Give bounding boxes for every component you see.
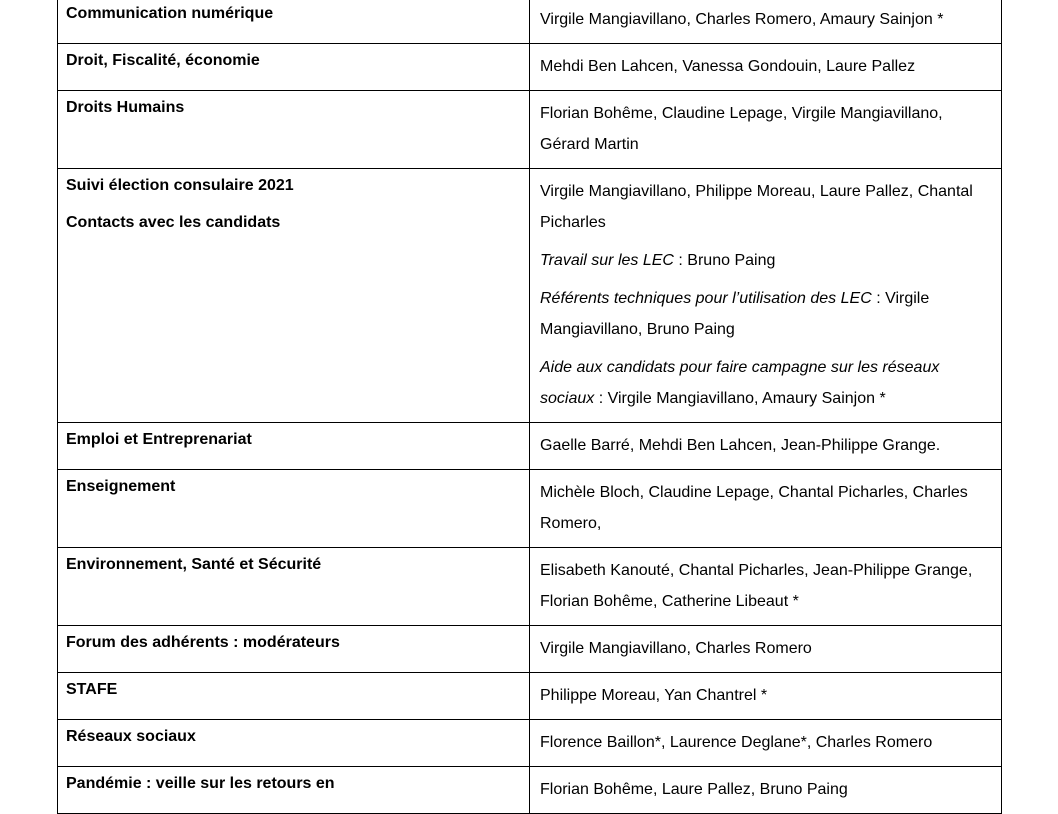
- group-name: Enseignement: [66, 478, 176, 495]
- table-row: [58, 767, 1002, 814]
- group-name-cell: [58, 0, 530, 44]
- task-members: : Bruno Paing: [673, 252, 776, 269]
- members-cell: [530, 44, 1002, 91]
- group-name: Pandémie : veille sur les retours en: [66, 775, 335, 792]
- task-title: Aide aux candidats pour faire campagne sur les réseaux sociaux: [540, 359, 940, 407]
- group-name: Droits Humains: [66, 99, 185, 116]
- group-subtitle: Contacts avec les candidats: [66, 214, 281, 231]
- members-cell: [530, 673, 1002, 720]
- members-cell: [530, 470, 1002, 548]
- table-row: [58, 673, 1002, 720]
- task-title: Référents techniques pour l’utilisation des LEC: [540, 290, 872, 307]
- group-name: STAFE: [66, 681, 118, 698]
- group-name-cell: [58, 626, 530, 673]
- members-text: Mehdi Ben Lahcen, Vanessa Gondouin, Laure Pallez: [540, 58, 916, 75]
- group-name-cell: [58, 548, 530, 626]
- members-cell: [530, 423, 1002, 470]
- group-name: Suivi élection consulaire 2021: [66, 177, 294, 194]
- members-text: Gaelle Barré, Mehdi Ben Lahcen, Jean-Philippe Grange.: [540, 437, 941, 454]
- table-row: [58, 470, 1002, 548]
- members-text: Virgile Mangiavillano, Charles Romero: [540, 640, 812, 657]
- table-row: [58, 169, 1002, 423]
- table-row: [58, 548, 1002, 626]
- members-text: Florian Bohême, Claudine Lepage, Virgile Mangiavillano, Gérard Martin: [540, 105, 943, 153]
- table-row: [58, 91, 1002, 169]
- members-cell: [530, 169, 1002, 423]
- group-name-cell: [58, 673, 530, 720]
- task-line: [540, 352, 991, 414]
- members-text: Philippe Moreau, Yan Chantrel *: [540, 687, 768, 704]
- working-groups-table: [57, 0, 1002, 814]
- table-row: [58, 626, 1002, 673]
- members-cell: [530, 548, 1002, 626]
- group-name: Environnement, Santé et Sécurité: [66, 556, 322, 573]
- members-text: Michèle Bloch, Claudine Lepage, Chantal Picharles, Charles Romero,: [540, 484, 968, 532]
- group-name-cell: [58, 44, 530, 91]
- members-text: Virgile Mangiavillano, Philippe Moreau, Laure Pallez, Chantal Picharles: [540, 183, 973, 231]
- group-name-cell: [58, 720, 530, 767]
- group-name-cell: [58, 470, 530, 548]
- members-cell: [530, 720, 1002, 767]
- table-row: [58, 0, 1002, 44]
- group-name-cell: [58, 423, 530, 470]
- group-name: Droit, Fiscalité, économie: [66, 52, 260, 69]
- group-name-cell: [58, 169, 530, 423]
- group-name-cell: [58, 91, 530, 169]
- group-name: Forum des adhérents : modérateurs: [66, 634, 340, 651]
- members-text: Florian Bohême, Laure Pallez, Bruno Paing: [540, 781, 848, 798]
- task-members: : Virgile Mangiavillano, Bruno Paing: [540, 290, 930, 338]
- table-row: [58, 423, 1002, 470]
- group-name-cell: [58, 767, 530, 814]
- members-cell: [530, 626, 1002, 673]
- group-name: Réseaux sociaux: [66, 728, 196, 745]
- members-text: Florence Baillon*, Laurence Deglane*, Charles Romero: [540, 734, 933, 751]
- task-members: : Virgile Mangiavillano, Amaury Sainjon *: [594, 390, 886, 407]
- table-row: [58, 720, 1002, 767]
- members-text: Virgile Mangiavillano, Charles Romero, Amaury Sainjon *: [540, 11, 944, 28]
- members-cell: [530, 767, 1002, 814]
- group-name: Communication numérique: [66, 5, 274, 22]
- members-cell: [530, 91, 1002, 169]
- task-line: [540, 245, 991, 276]
- task-title: Travail sur les LEC: [540, 252, 674, 269]
- members-cell: [530, 0, 1002, 44]
- task-line: [540, 283, 991, 345]
- group-name: Emploi et Entreprenariat: [66, 431, 252, 448]
- members-text: Elisabeth Kanouté, Chantal Picharles, Jean-Philippe Grange, Florian Bohême, Catherine Libeaut *: [540, 562, 973, 610]
- table-row: [58, 44, 1002, 91]
